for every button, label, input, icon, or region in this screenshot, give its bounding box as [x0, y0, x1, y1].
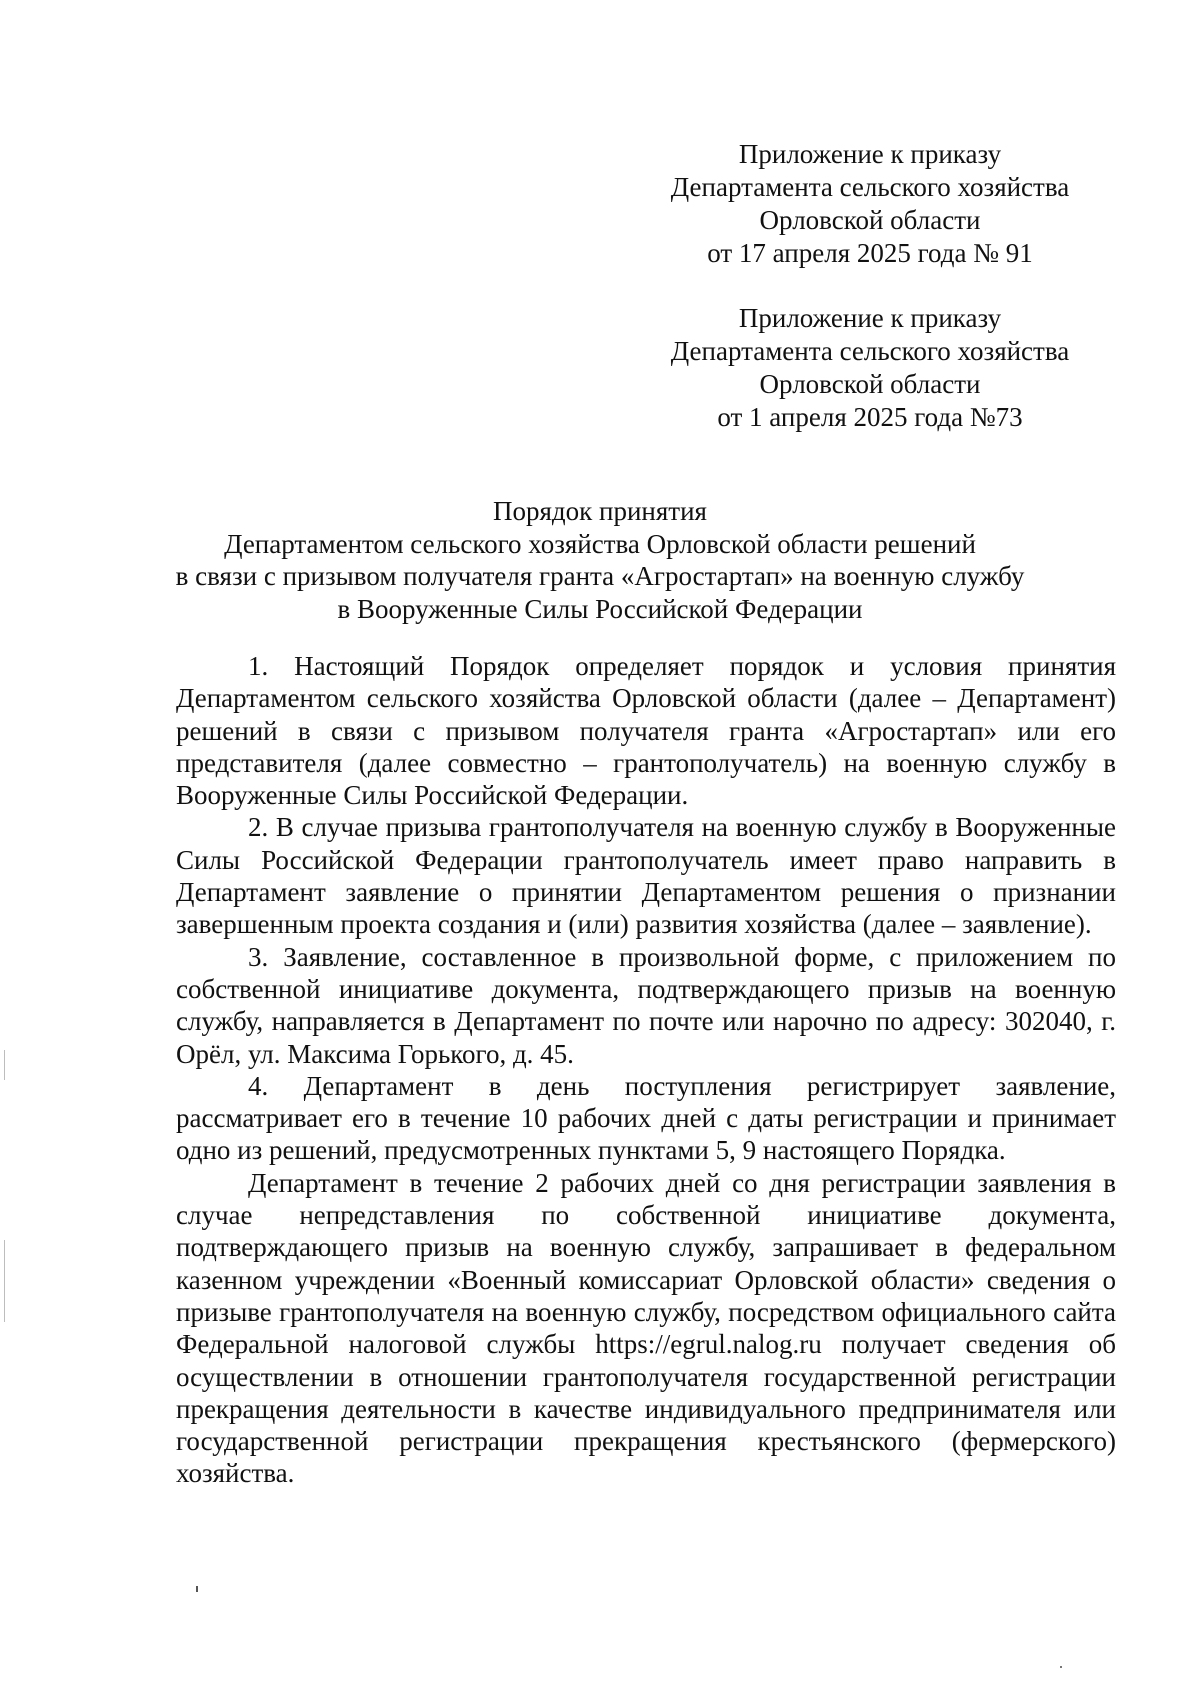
title-line: в Вооруженные Силы Российской Федерации — [337, 593, 863, 624]
paragraph-4-continued: Департамент в течение 2 рабочих дней со дня регистрации заявления в случае непредставления по собственной инициативе документа, подтверждающего призыв на военную службу, запрашивает в федеральном казенном учреждении «Военный комиссариат Орловской области» сведения о призыве грантополучателя на военную службу, посредством официального сайта Федеральной налоговой службы https://egrul.nalog.ru получает сведения об осуществлении в отношении грантополучателя государственной регистрации прекращения деятельности в качестве индивидуального предпринимателя или государственной регистрации прекращения крестьянского (фермерского) хозяйства. — [176, 1167, 1116, 1489]
document-body — [176, 650, 1116, 1490]
paragraph-3: 3. Заявление, составленное в произвольной форме, с приложением по собственной инициативе документа, подтверждающего призыв на военную службу, направляется в Департамент по почте или нарочно по адресу: 302040, г. Орёл, ул. Максима Горького, д. 45. — [176, 941, 1116, 1069]
appendix-block-current — [640, 138, 1100, 270]
appendix-date-line: от 1 апреля 2025 года №73 — [717, 402, 1023, 432]
appendix-line: Департамента сельского хозяйства — [670, 172, 1070, 202]
appendix-block-original — [640, 302, 1100, 434]
appendix-line: Департамента сельского хозяйства — [670, 336, 1070, 366]
appendix-line: Приложение к приказу — [738, 139, 1002, 169]
scan-artifact — [1060, 1666, 1062, 1668]
scan-artifact — [4, 1050, 5, 1080]
appendix-date-line: от 17 апреля 2025 года № 91 — [707, 238, 1033, 268]
scan-artifact — [4, 1240, 5, 1322]
document-title — [150, 495, 1050, 625]
title-line: в связи с призывом получателя гранта «Агростартап» на военную службу — [175, 561, 1025, 591]
scan-artifact — [196, 1586, 198, 1592]
paragraph-2: 2. В случае призыва грантополучателя на военную службу в Вооруженные Силы Российской Федерации грантополучатель имеет право направить в Департамент заявление о принятии Департаментом решения о признании завершенным проекта создания и (или) развития хозяйства (далее – заявление). — [176, 812, 1116, 940]
title-line: Порядок принятия — [493, 496, 707, 526]
appendix-line: Приложение к приказу — [738, 303, 1002, 333]
appendix-line: Орловской области — [759, 369, 981, 399]
paragraph-1: 1. Настоящий Порядок определяет порядок и условия принятия Департаментом сельского хозяйства Орловской области (далее – Департамент) решений в связи с призывом получателя гранта «Агростартап» или его представителя (далее совместно – грантополучатель) на военную службу в Вооруженные Силы Российской Федерации. — [176, 651, 1116, 811]
appendix-line: Орловской области — [759, 205, 981, 235]
paragraph-4: 4. Департамент в день поступления регистрирует заявление, рассматривает его в течение 10 рабочих дней с даты регистрации и принимает одно из решений, предусмотренных пунктами 5, 9 настоящего Порядка. — [176, 1070, 1116, 1166]
title-line: Департаментом сельского хозяйства Орловской области решений — [224, 528, 976, 559]
